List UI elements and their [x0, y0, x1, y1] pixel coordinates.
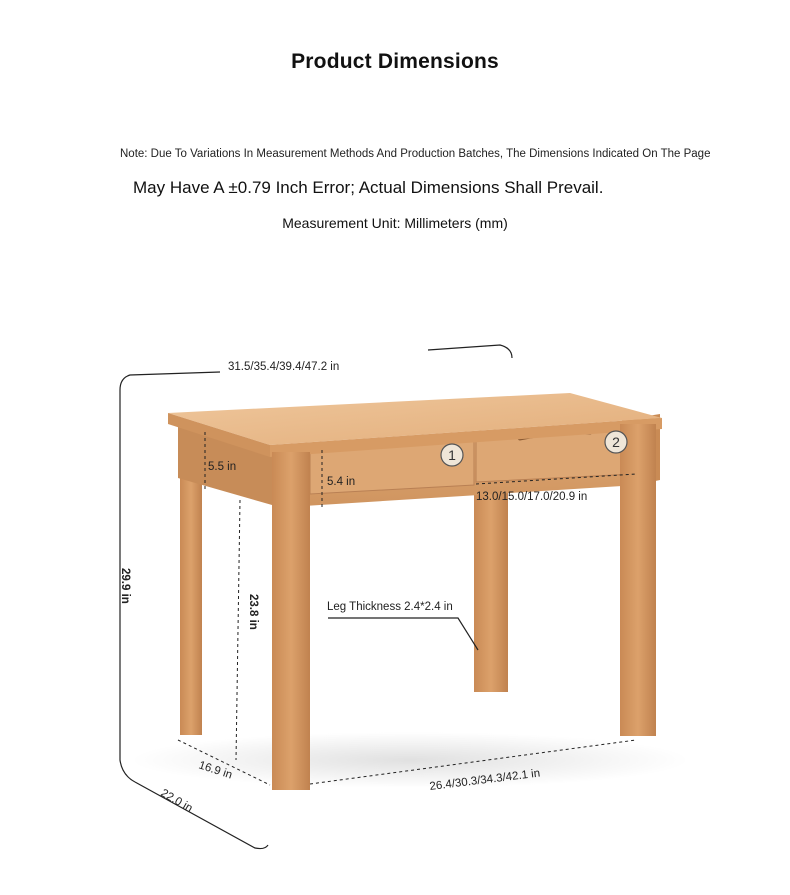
leg-thickness-label: Leg Thickness 2.4*2.4 in	[327, 601, 453, 613]
height-total-label: 29.9 in	[119, 568, 131, 604]
base-width-label: 26.4/30.3/34.3/42.1 in	[428, 767, 541, 793]
top-width-line	[428, 345, 512, 358]
apron-height-label: 5.5 in	[208, 461, 237, 473]
measurement-unit: Measurement Unit: Millimeters (mm)	[282, 215, 508, 231]
leg-thickness-leader	[328, 618, 478, 650]
depth-total-line	[135, 782, 268, 849]
drawer-2-number: 2	[612, 434, 620, 450]
page-title: Product Dimensions	[291, 50, 499, 73]
measurement-note-line-1: Note: Due To Variations In Measurement Methods And Production Batches, The Dimensions Indicated On The Page	[120, 148, 711, 160]
floor-shadow	[130, 732, 690, 788]
leg-front-left	[272, 452, 310, 790]
drawer-1-number: 1	[448, 447, 456, 463]
leg-back-right	[474, 470, 508, 692]
drawer-width-label: 13.0/15.0/17.0/20.9 in	[476, 491, 588, 503]
drawer-height-label: 5.4 in	[327, 476, 356, 488]
depth-inner-label: 16.9 in	[197, 759, 234, 782]
leg-height-line	[236, 500, 240, 760]
depth-total-label: 22.0 in	[158, 787, 195, 815]
leg-height-label: 23.8 in	[247, 594, 259, 630]
measurement-note-line-2: May Have A ±0.79 Inch Error; Actual Dimensions Shall Prevail.	[133, 178, 604, 197]
top-width-label: 31.5/35.4/39.4/47.2 in	[228, 361, 340, 373]
leg-front-right	[620, 424, 656, 736]
